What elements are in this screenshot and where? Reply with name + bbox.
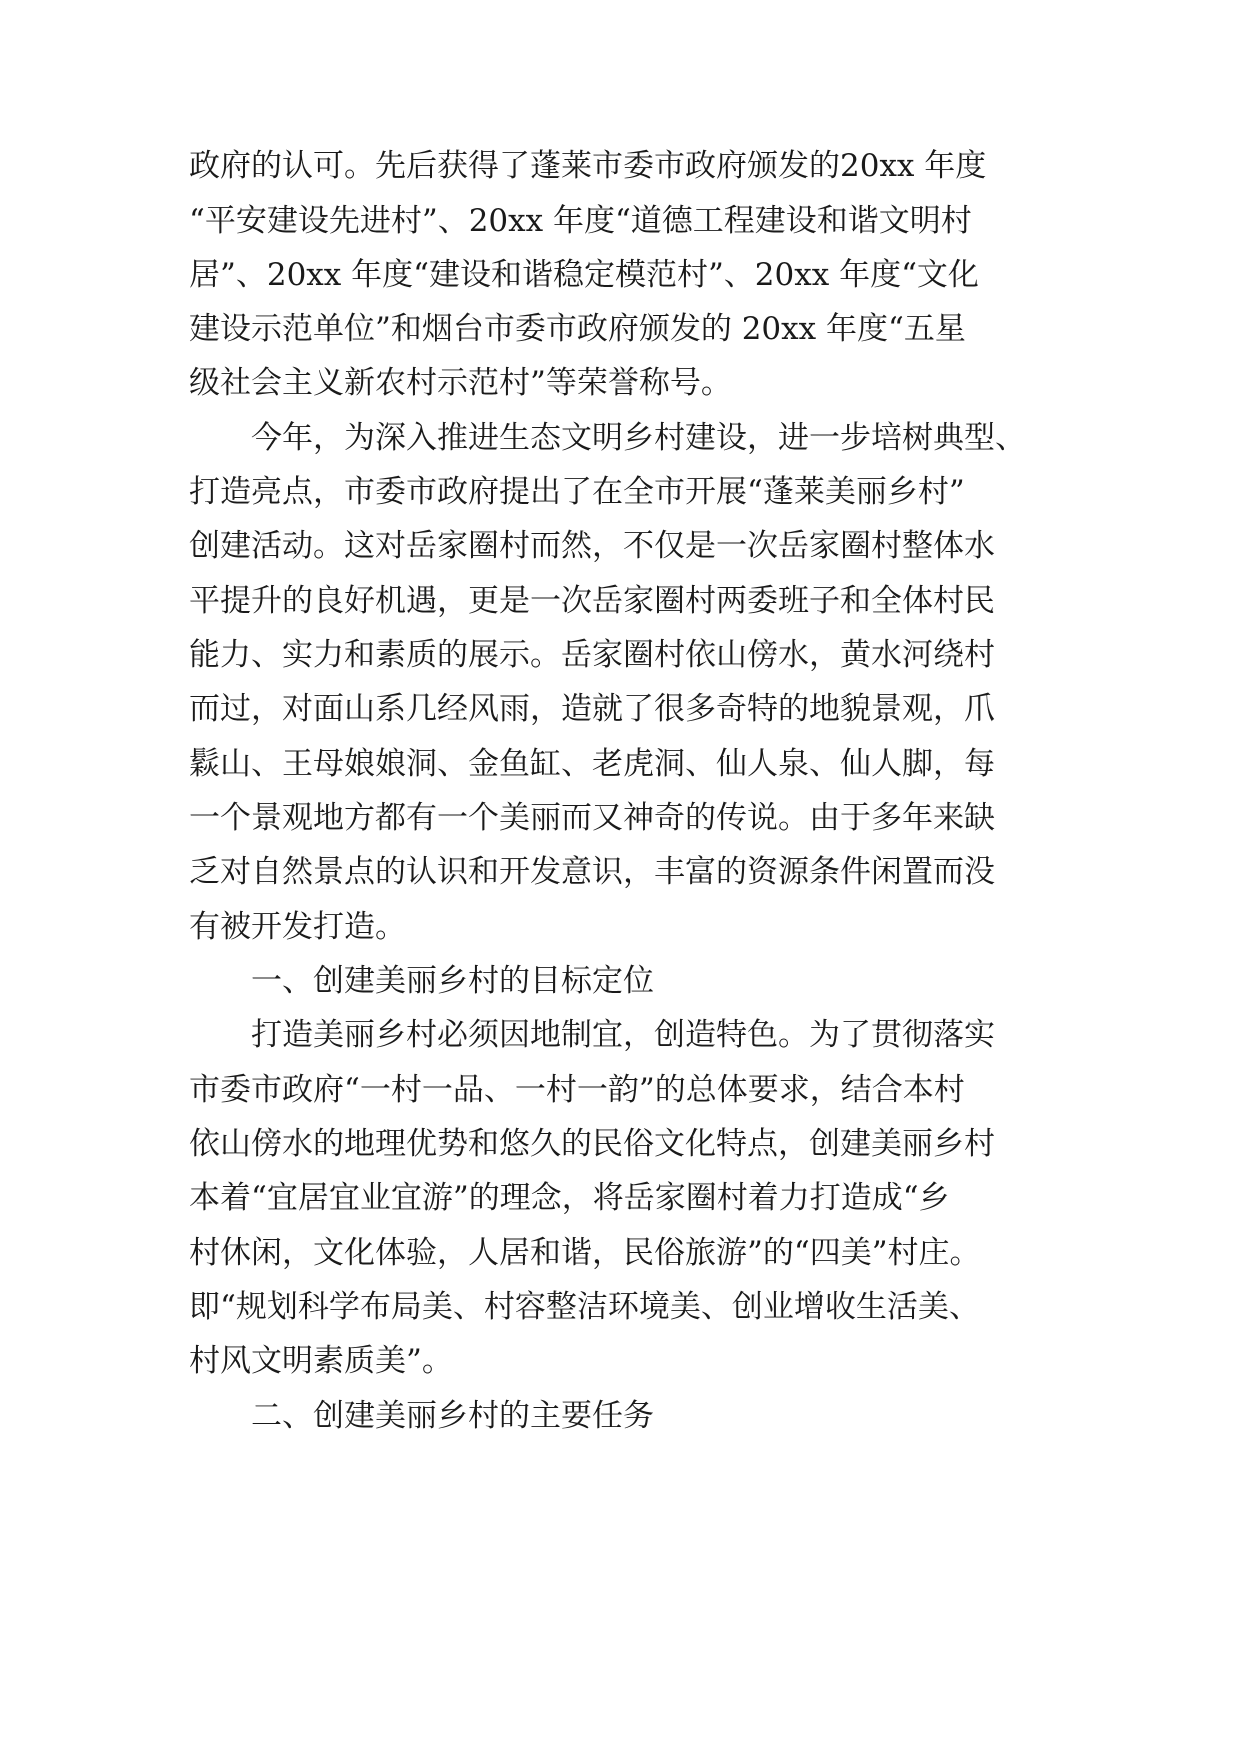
text-line: 打造亮点，市委市政府提出了在全市开展“蓬莱美丽乡村” [189, 474, 965, 510]
text-line: 本着“宜居宜业宜游”的理念，将岳家圈村着力打造成“乡 [189, 1180, 950, 1216]
text-line: 村风文明素质美”。 [189, 1343, 453, 1379]
text-line: 鬏山、王母娘娘洞、金鱼缸、老虎洞、仙人泉、仙人脚，每 [189, 746, 995, 782]
text-line: 有被开发打造。 [189, 909, 406, 945]
section-heading-2: 二、创建美丽乡村的主要任务 [251, 1398, 654, 1434]
text-line: 即“规划科学布局美、村容整洁环境美、创业增收生活美、 [189, 1289, 980, 1325]
text-line: 级社会主义新农村示范村”等荣誉称号。 [189, 365, 732, 401]
text-line: 一个景观地方都有一个美丽而又神奇的传说。由于多年来缺 [189, 800, 995, 836]
section-heading-1: 一、创建美丽乡村的目标定位 [251, 963, 654, 999]
text-line: 创建活动。这对岳家圈村而然，不仅是一次岳家圈村整体水 [189, 528, 995, 564]
text-line: “平安建设先进村”、20xx 年度“道德工程建设和谐文明村 [189, 203, 972, 239]
text-line: 居”、20xx 年度“建设和谐稳定模范村”、20xx 年度“文化 [189, 257, 979, 293]
paragraph-first-line: 打造美丽乡村必须因地制宜，创造特色。为了贯彻落实 [251, 1017, 995, 1053]
text-line: 市委市政府“一村一品、一村一韵”的总体要求，结合本村 [189, 1072, 965, 1108]
text-line: 平提升的良好机遇，更是一次岳家圈村两委班子和全体村民 [189, 583, 995, 619]
text-line: 村休闲，文化体验，人居和谐，民俗旅游”的“四美”村庄。 [189, 1235, 981, 1271]
text-line: 而过，对面山系几经风雨，造就了很多奇特的地貌景观，爪 [189, 691, 995, 727]
text-line: 能力、实力和素质的展示。岳家圈村依山傍水，黄水河绕村 [189, 637, 995, 673]
text-line: 乏对自然景点的认识和开发意识，丰富的资源条件闲置而没 [189, 854, 995, 890]
text-line: 依山傍水的地理优势和悠久的民俗文化特点，创建美丽乡村 [189, 1126, 995, 1162]
paragraph-first-line: 今年，为深入推进生态文明乡村建设，进一步培树典型、 [251, 420, 1026, 456]
text-line: 建设示范单位”和烟台市委市政府颁发的 20xx 年度“五星 [189, 311, 966, 347]
text-line: 政府的认可。先后获得了蓬莱市委市政府颁发的20xx 年度 [189, 148, 987, 184]
